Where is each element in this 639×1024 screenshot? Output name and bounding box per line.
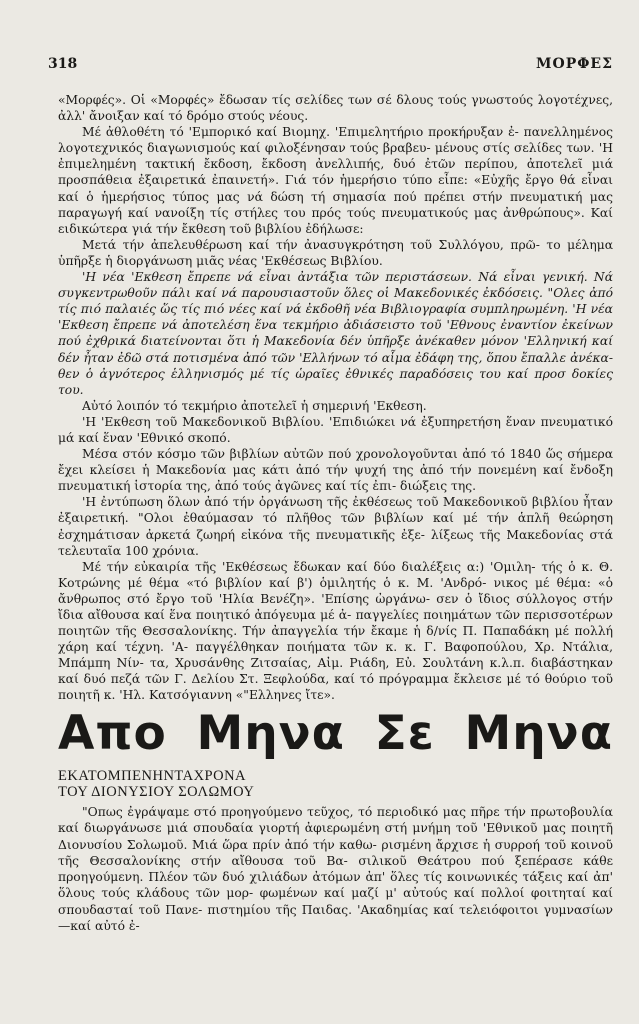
article-paragraph: "Οπως ἐγράψαμε στό προηγούμενο τεῦχος, τό περιοδικό μας πῆρε τήν πρωτοβουλία καί διωργάνωσε μιά σπουδαία γιορτή ἀφιερωμένη στή μνήμη τοῦ 'Εθνικοῦ μας ποιητῆ Διονυσίου Σολωμοῦ. Μιά ὥρα πρίν ἀπό τήν καθω- ρισμένη ἄρχισε ἡ συρροή τοῦ κοινοῦ τῆς Θεσσαλονίκης στήν αἴθουσα τοῦ Βα- σιλικοῦ Θεάτρου πού ξεπέρασε κάθε προηγούμενη. Πλέον τῶν δυό χιλιάδων ἀτόμων ἀπ' ὅλες τίς κοινωνικές τάξεις καί ἀπ' ὅλους τούς κλάδους τῶν μορ- φωμένων καί μαζί μ' αὐτούς καί πολλοί φοιτηταί καί σπουδασταί τοῦ Πανε- πιστημίου τῆς Παιδας. 'Ακαδημίας καί τελειόφοιτοι γυμνασίων—καί αὐτό ἐ-: [58, 805, 613, 934]
paragraph: Μέ τήν εὐκαιρία τῆς 'Εκθέσεως ἔδωκαν καί δύο διαλέξεις α:) 'Ομιλη- τής ὁ κ. Θ. Κοτρώνης μέ θέμα «τό βιβλίον καί β') ὁμιλητής ὁ κ. Μ. 'Ανδρό- νικος μέ θέμα: «ὁ ἄνθρωπος στό ἔργο τοῦ 'Ηλία Βενέζη». 'Επίσης ὠργάνω- σεν ὁ ἴδιος σύλλογος στήν ἴδια αἴθουσα καί ἕνα ποιητικό ἀπόγευμα μέ ἀ- παγγελίες ποιημάτων τῶν περισσοτέρων ποιητῶν τῆς Θεσσαλονίκης. Τήν ἀπαγγελία τήν ἔκαμε ἡ δ/νίς Π. Παπαδάκη μέ πολλή χάρη καί τέχνη. 'Α- παγγέλθηκαν ποιήματα τῶν κ. κ. Γ. Βαφοπούλου, Χρ. Ντάλια, Μπάμπη Νίν- τα, Χρυσάνθης Ζιτσαίας, Αἰμ. Ριάδη, Εὐ. Σουλτάνη κ.λ.π. διαβάστηκαν καί δυό πεζά τῶν Γ. Δελίου Στ. Ξεφλούδα, καί τό πρόγραμμα ἔκλεισε μέ τό θούριο τοῦ ποιητῆ κ. 'Ηλ. Κατσόγιαννη «"Ελληνες ἴτε».: [58, 559, 613, 703]
paragraph: «Μορφές». Οἱ «Μορφές» ἔδωσαν τίς σελίδες των σέ δλους τούς γνωστούς λογοτέχνες, ἀλλ' ἄνοιξαν καί τό δρόμο στούς νέους.: [58, 93, 613, 124]
article-subtitle: [58, 768, 613, 800]
section-title-word: Μηνα: [196, 706, 345, 761]
paragraph: Μετά τήν ἀπελευθέρωση καί τήν ἀνασυγκρότηση τοῦ Συλλόγου, πρῶ- το μέλημα ὑπῆρξε ἡ διοργάνωση μιᾶς νέας 'Εκθέσεως Βιβλίου.: [58, 237, 613, 268]
paragraph: Μέσα στόν κόσμο τῶν βιβλίων αὐτῶν πού χρονολογοῦνται ἀπό τό 1840 ὥς σήμερα ἔχει κλείσει ἡ Μακεδονία μας κάτι ἀπό τήν ψυχή της ἀπό τήν πονεμένη καί ἔνδοξη πνευματική ἱστορία της, ἀπό τούς ἀγῶνες καί τίς ἐπι- διώξεις της.: [58, 447, 613, 494]
article-body: [58, 804, 613, 934]
body-text: [58, 92, 613, 704]
journal-name: ΜΟΡΦΕΣ: [536, 56, 613, 72]
subtitle-line: ΕΚΑΤΟΜΠΕΝΗΝΤΑΧΡΟΝΑ: [58, 768, 247, 784]
subtitle-line: ΤΟΥ ΔΙΟΝΥΣΙΟΥ ΣΟΛΩΜΟΥ: [58, 784, 255, 800]
paragraph: 'Η νέα 'Εκθεση ἔπρεπε νά εἶναι ἀντάξια τῶν περιστάσεων. Νά εἶναι γενική. Νά συγκεντρωθοῦν πάλι καί νά παρουσιαστοῦν ὅλες οἱ Μακεδονικές ἐκδόσεις. "Ολες ἀπό τίς πιό παλαιές ὥς τίς πιό νέες καί νά ἐκδοθῆ νέα Βιβλιογραφία συμπληρωμένη. 'Η νέα 'Εκθεση ἔπρεπε νά ἀποτελέση ἕνα τεκμήριο ἀδιάσειστο τοῦ 'Εθνους ἐναντίον ἐκείνων πού ἐχθρικά διατείνονται ὅτι ἡ Μακεδονία δέν ὑπῆρξε ἀνέκαθεν μόνον 'Ελληνική καί δέν ἦταν ἐδῶ στά ποτισμένα ἀπό τῶν 'Ελλήνων τό αἷμα ἐδάφη της, ὅπου ἔπαλλε ἀνέκα- θεν ὁ ἀγνότερος ἑλληνισμός μέ τίς ὡραῖες ἐθνικές παραδόσεις του καί προσ δοκίες του.: [58, 270, 613, 397]
paragraph: 'Η ἐντύπωση ὅλων ἀπό τήν ὀργάνωση τῆς ἐκθέσεως τοῦ Μακεδονικοῦ βιβλίου ἦταν ἐξαιρετική. "Ολοι ἐθαύμασαν τό πλῆθος τῶν βιβλίων καί μέ τήν ἁπλῆ θεώρηση ἐσχημάτισαν ἀρκετά ζωηρή εἰκόνα τῆς πνευματικῆς ἐξε- λίξεως τῆς Μακεδονίας στά τελευταῖα 100 χρόνια.: [58, 495, 613, 558]
page-header: [48, 56, 613, 76]
section-title: [58, 708, 613, 760]
section-title-word: Μηνα: [464, 706, 613, 761]
paragraph: 'Η 'Εκθεση τοῦ Μακεδονικοῦ Βιβλίου. 'Επιδιώκει νά ἐξυπηρετήση ἕναν πνευματικό μά καί ἕναν 'Εθνικό σκοπό.: [58, 414, 613, 445]
page-number: 318: [48, 56, 78, 72]
paragraph: Αὐτό λοιπόν τό τεκμήριο ἀποτελεῖ ἡ σημερινή 'Εκθεση.: [82, 398, 427, 413]
section-title-word: Απο: [58, 706, 167, 761]
paragraph: Μέ ἀθλοθέτη τό 'Εμπορικό καί Βιομηχ. 'Επιμελητήριο προκήρυξαν ἐ- πανελλημένος λογοτεχνικός διαγωνισμούς καί φιλοξένησαν τούς βραβευ- μένους στίς σελίδες των. 'Η ἐπιμελημένη τακτική ἔκδοση, ἔκδοση ἀνελλιπής, δυό ἐτῶν περίπου, ἀποτελεῖ μιά προσπάθεια ἐξαιρετικά ἐπαινετή». Γιά τόν ἡμερήσιο τύπο εἶπε: «Εὐχῆς ἔργο θά εἶναι καί ὁ ἡμερήσιος τύπος μας νά δώση τή σημασία πού πρέπει στήν πνευματική μας παραγωγή καί νανοίξη τίς στήλες του πρός τούς πνευματικούς μας ἀνθρώπους». Καί ειδικώτερα γιά τήν ἔκθεση τοῦ βιβλίου ἐδήλωσε:: [58, 125, 613, 236]
section-title-word: Σε: [374, 706, 435, 761]
